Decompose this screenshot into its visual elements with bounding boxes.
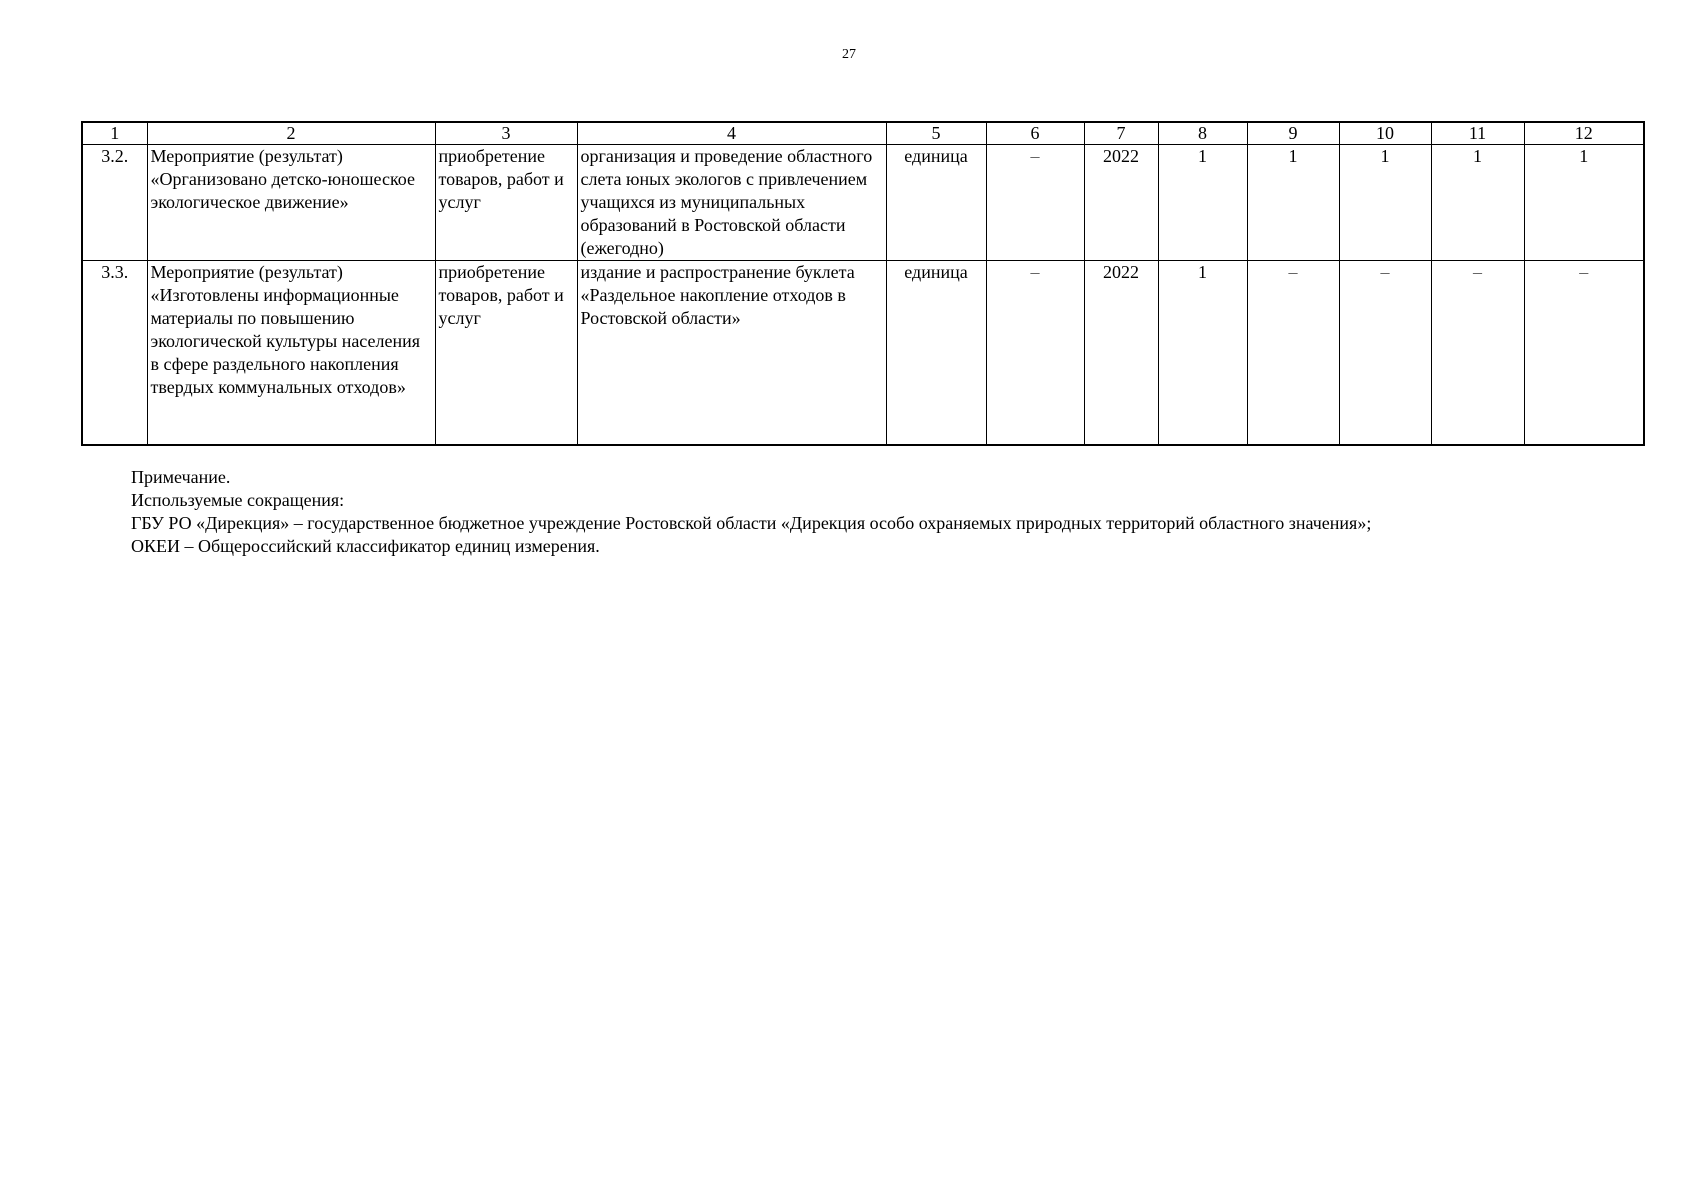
column-header: 8 — [1158, 122, 1247, 145]
column-header: 7 — [1084, 122, 1158, 145]
row-number: 3.3. — [82, 261, 147, 445]
col9-value: – — [1247, 261, 1339, 445]
col6-value: – — [986, 145, 1084, 261]
page-number: 27 — [842, 47, 856, 62]
abbreviation-okei: ОКЕИ – Общероссийский классификатор единиц измерения. — [131, 536, 600, 556]
column-header: 4 — [577, 122, 886, 145]
year: 2022 — [1084, 261, 1158, 445]
col11-value: 1 — [1431, 145, 1524, 261]
column-header: 6 — [986, 122, 1084, 145]
col12-value: – — [1524, 261, 1644, 445]
column-header: 12 — [1524, 122, 1644, 145]
table-row — [82, 261, 1644, 445]
event-name: Мероприятие (результат) «Изготовлены информационные материалы по повышению экологической культуры населения в сфере раздельного накопления твердых коммунальных отходов» — [147, 261, 435, 445]
event-type: приобретение товаров, работ и услуг — [435, 145, 577, 261]
year: 2022 — [1084, 145, 1158, 261]
col10-value: 1 — [1339, 145, 1431, 261]
column-header: 11 — [1431, 122, 1524, 145]
column-header: 3 — [435, 122, 577, 145]
col11-value: – — [1431, 261, 1524, 445]
event-name: Мероприятие (результат) «Организовано детско-юношеское экологическое движение» — [147, 145, 435, 261]
row-number: 3.2. — [82, 145, 147, 261]
unit: единица — [886, 145, 986, 261]
event-type: приобретение товаров, работ и услуг — [435, 261, 577, 445]
data-table — [81, 121, 1645, 446]
abbreviation-gbu: ГБУ РО «Дирекция» – государственное бюджетное учреждение Ростовской области «Дирекция особо охраняемых природных территорий областного значения»; — [131, 513, 1372, 533]
abbreviations-title: Используемые сокращения: — [131, 490, 345, 510]
col8-value: 1 — [1158, 261, 1247, 445]
table-header-row — [82, 122, 1644, 145]
column-header: 10 — [1339, 122, 1431, 145]
col8-value: 1 — [1158, 145, 1247, 261]
event-description: организация и проведение областного слета юных экологов с привлечением учащихся из муниципальных образований в Ростовской области (ежегодно) — [577, 145, 886, 261]
unit: единица — [886, 261, 986, 445]
table-row — [82, 145, 1644, 261]
notes-block — [131, 466, 1631, 558]
col12-value: 1 — [1524, 145, 1644, 261]
event-description: издание и распространение буклета «Раздельное накопление отходов в Ростовской области» — [577, 261, 886, 445]
col10-value: – — [1339, 261, 1431, 445]
column-header: 2 — [147, 122, 435, 145]
column-header: 5 — [886, 122, 986, 145]
note-title: Примечание. — [131, 467, 231, 487]
column-header: 1 — [82, 122, 147, 145]
col6-value: – — [986, 261, 1084, 445]
column-header: 9 — [1247, 122, 1339, 145]
col9-value: 1 — [1247, 145, 1339, 261]
